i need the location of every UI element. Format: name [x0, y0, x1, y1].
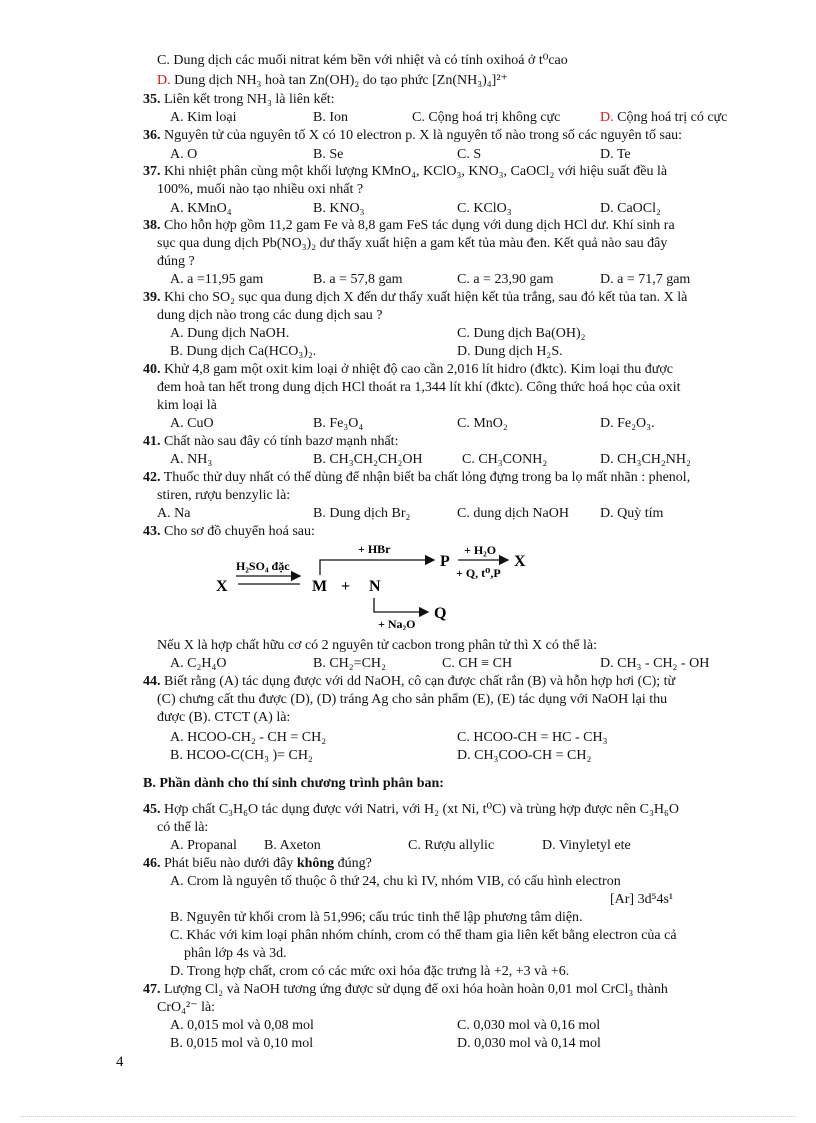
scheme-reagent-h2so4: H₂SO₄ đặc: [236, 559, 290, 573]
q40-stem-line2: đem hoà tan hết trong dung dịch HCl thoát ra 1,344 lít khí (đktc). Công thức hoá học của oxit: [157, 380, 681, 395]
q46-text-pre: Phát biểu nào dưới đây: [164, 856, 294, 871]
q40-option-c: C. MnO₂: [457, 416, 508, 431]
q41-option-c: C. CH₃CONH₂: [462, 452, 548, 467]
q37-option-b: B. KNO₃: [313, 201, 365, 216]
page-bottom-divider: [20, 1116, 796, 1117]
q35-text: Liên kết trong NH₃ là liên kết:: [164, 92, 335, 107]
q38-stem-line3: đúng ?: [157, 254, 195, 269]
q42-option-c: C. dung dịch NaOH: [457, 506, 569, 521]
q39-text-1: Khi cho SO₂ sục qua dung dịch X đến dư thấy xuất hiện kết tủa trắng, sau đó kết tủa tan. X là: [164, 290, 688, 305]
scheme-plus: +: [341, 578, 351, 595]
q46-option-b: B. Nguyên tử khối crom là 51,996; cấu trúc tinh thể lập phương tâm diện.: [170, 910, 583, 925]
q39-option-b: B. Dung dịch Ca(HCO₃)₂.: [170, 344, 317, 359]
q44-stem-line3: được (B). CTCT (A) là:: [157, 710, 291, 725]
q38-option-d: D. a = 71,7 gam: [600, 272, 691, 287]
q41-option-a: A. NH₃: [170, 452, 213, 467]
q40-text-1: Khử 4,8 gam một oxit kim loại ở nhiệt độ cao cần 2,016 lít hidro (đktc). Kim loại thu được: [164, 362, 674, 377]
q44-option-c: C. HCOO-CH = HC - CH₃: [457, 730, 608, 745]
q35-option-a: A. Kim loại: [170, 110, 237, 125]
q36-option-a: A. O: [170, 147, 198, 162]
scheme-m: M: [312, 578, 328, 595]
q44-number: 44.: [143, 674, 161, 689]
q40-stem-line3: kim loại là: [157, 398, 217, 413]
q46-option-a-line1: A. Crom là nguyên tố thuộc ô thứ 24, chu kì IV, nhóm VIB, có cấu hình electron: [170, 874, 621, 889]
q46-text-emphasis: không: [296, 856, 335, 871]
q45-stem-line1: [143, 801, 679, 819]
q36-text: Nguyên tử của nguyên tố X có 10 electron p. X là nguyên tố nào trong số các nguyên tố sau:: [164, 128, 683, 143]
q35-option-d-letter: D.: [600, 110, 614, 125]
q43-text: Cho sơ đồ chuyển hoá sau:: [164, 524, 315, 539]
q35-number: 35.: [143, 92, 161, 107]
q47-stem-line1: [143, 981, 668, 999]
q43-number: 43.: [143, 524, 161, 539]
q44-stem-line1: [143, 673, 675, 691]
q45-number: 45.: [143, 802, 161, 817]
q42-number: 42.: [143, 470, 161, 485]
q40-number: 40.: [143, 362, 161, 377]
q47-text-1: Lượng Cl₂ và NaOH tương ứng được sử dụng để oxi hóa hoàn hoàn 0,01 mol CrCl₃ thành: [164, 982, 668, 997]
q41-option-d: D. CH₃CH₂NH₂: [600, 452, 691, 467]
q37-text-1: Khi nhiệt phân cùng một khối lượng KMnO₄, KClO₃, KNO₃, CaOCl₂ với hiệu suất đều là: [164, 164, 668, 179]
q37-stem-line1: [143, 163, 667, 181]
q35-option-d: [600, 109, 727, 127]
q40-option-b: B. Fe₃O₄: [313, 416, 364, 431]
q41-text: Chất nào sau đây có tính bazơ mạnh nhất:: [164, 434, 399, 449]
q42-stem-line2: stiren, rượu benzylic là:: [157, 488, 291, 503]
q43-note: Nếu X là hợp chất hữu cơ có 2 nguyên tử cacbon trong phân tử thì X có thể là:: [157, 638, 597, 653]
q45-option-c: C. Rượu allylic: [408, 838, 495, 853]
q38-text-1: Cho hỗn hợp gồm 11,2 gam Fe và 8,8 gam FeS tác dụng với dung dịch HCl dư. Khí sinh ra: [164, 218, 675, 233]
q38-option-a: A. a =11,95 gam: [170, 272, 264, 287]
q35-stem: [143, 91, 335, 109]
q35-option-c: C. Cộng hoá trị không cực: [412, 110, 561, 125]
q39-stem-line1: [143, 289, 687, 307]
q46-option-d: D. Trong hợp chất, crom có các mức oxi hóa đặc trưng là +2, +3 và +6.: [170, 964, 570, 979]
q43-stem: [143, 523, 315, 541]
q45-text-1: Hợp chất C₃H₆O tác dụng được với Natri, với H₂ (xt Ni, t⁰C) và trùng hợp được nên C₃H₆O: [164, 802, 679, 817]
q36-stem: [143, 127, 682, 145]
q47-option-d: D. 0,030 mol và 0,14 mol: [457, 1036, 601, 1051]
q37-number: 37.: [143, 164, 161, 179]
q40-option-a: A. CuO: [170, 416, 214, 431]
q45-stem-line2: có thể là:: [157, 820, 209, 835]
q34-option-d-text: Dung dịch NH₃ hoà tan Zn(OH)₂ do tạo phức [Zn(NH₃)₄]²⁺: [174, 73, 508, 88]
q38-stem-line2: sục qua dung dịch Pb(NO₃)₂ dư thấy xuất hiện a gam kết tủa màu đen. Kết quả nào sau đây: [157, 236, 668, 251]
q39-option-a: A. Dung dịch NaOH.: [170, 326, 290, 341]
scheme-n: N: [369, 578, 381, 595]
q38-option-b: B. a = 57,8 gam: [313, 272, 403, 287]
q39-option-c: C. Dung dịch Ba(OH)₂: [457, 326, 586, 341]
q46-text-post: đúng?: [337, 856, 372, 871]
q34-option-c: C. Dung dịch các muối nitrat kém bền với nhiệt và có tính oxihoá ở t⁰cao: [157, 53, 568, 68]
q42-option-b: B. Dung dịch Br₂: [313, 506, 411, 521]
q37-option-a: A. KMnO₄: [170, 201, 232, 216]
scheme-x-left: X: [216, 578, 228, 595]
q34-option-d: [157, 72, 508, 90]
q41-option-b: B. CH₃CH₂CH₂OH: [313, 452, 423, 467]
q38-number: 38.: [143, 218, 161, 233]
q45-option-a: A. Propanal: [170, 838, 237, 853]
q36-option-b: B. Se: [313, 147, 344, 162]
q37-option-c: C. KClO₃: [457, 201, 512, 216]
q42-option-d: D. Quỳ tím: [600, 506, 664, 521]
q45-option-d: D. Vinyletyl ete: [542, 838, 631, 853]
scheme-q: Q: [434, 605, 447, 622]
scheme-arrow-to-q: [374, 598, 428, 612]
q42-stem-line1: [143, 469, 690, 487]
q43-option-b: B. CH₂=CH₂: [313, 656, 386, 671]
scheme-p: P: [440, 553, 450, 570]
q35-option-b: B. Ion: [313, 110, 348, 125]
q46-option-c-line2: phân lớp 4s và 3d.: [184, 946, 287, 961]
q43-option-a: A. C₂H₄O: [170, 656, 227, 671]
q45-option-b: B. Axeton: [264, 838, 321, 853]
q44-stem-line2: (C) chưng cất thu được (D), (D) tráng Ag cho sản phẩm (E), (E) tác dụng với NaOH lại thu: [157, 692, 668, 707]
q42-option-a: A. Na: [157, 506, 191, 521]
q47-option-b: B. 0,015 mol và 0,10 mol: [170, 1036, 314, 1051]
q39-stem-line2: dung dịch nào trong các dung dịch sau ?: [157, 308, 383, 323]
scheme-x-right: X: [514, 553, 526, 570]
q36-option-d: D. Te: [600, 147, 631, 162]
q44-text-1: Biết rằng (A) tác dụng được với dd NaOH, cô cạn được chất rắn (B) và hỗn hợp hơi (C); từ: [164, 674, 676, 689]
q44-option-a: A. HCOO-CH₂ - CH = CH₂: [170, 730, 327, 745]
q46-option-a-line2: [Ar] 3d⁵4s¹: [610, 892, 674, 907]
q43-option-d: D. CH₃ - CH₂ - OH: [600, 656, 710, 671]
q46-stem: [143, 855, 372, 873]
q44-option-b: B. HCOO-C(CH₃ )= CH₂: [170, 748, 313, 763]
q38-option-c: C. a = 23,90 gam: [457, 272, 554, 287]
q46-option-c-line1: C. Khác với kim loại phân nhóm chính, crom có thể tham gia liên kết bằng electron của cả: [170, 928, 677, 943]
q37-option-d: D. CaOCl₂: [600, 201, 661, 216]
q47-stem-line2: CrO₄²⁻ là:: [157, 1000, 216, 1015]
q34-option-d-letter: D.: [157, 73, 171, 88]
q39-option-d: D. Dung dịch H₂S.: [457, 344, 563, 359]
q40-stem-line1: [143, 361, 673, 379]
q40-option-d: D. Fe₂O₃.: [600, 416, 655, 431]
q41-stem: [143, 433, 398, 451]
scheme-arrow-to-p: [320, 560, 434, 575]
page-number: 4: [116, 1054, 124, 1070]
section-b-heading: B. Phần dành cho thí sinh chương trình phân ban:: [143, 776, 444, 791]
scheme-hbr: + HBr: [358, 542, 391, 556]
scheme-h2o: + H₂O: [464, 543, 497, 557]
q36-option-c: C. S: [457, 147, 482, 162]
q47-number: 47.: [143, 982, 161, 997]
q43-option-c: C. CH ≡ CH: [442, 656, 513, 671]
q47-option-c: C. 0,030 mol và 0,16 mol: [457, 1018, 601, 1033]
q38-stem-line1: [143, 217, 675, 235]
q36-number: 36.: [143, 128, 161, 143]
q46-number: 46.: [143, 856, 161, 871]
scheme-conditions: + Q, t⁰,P: [456, 566, 501, 580]
q42-text-1: Thuốc thử duy nhất có thể dùng để nhận biết ba chất lỏng đựng trong ba lọ mất nhãn : phenol,: [163, 470, 691, 485]
scheme-na2o: + Na₂O: [378, 617, 416, 630]
q47-option-a: A. 0,015 mol và 0,08 mol: [170, 1018, 314, 1033]
q39-number: 39.: [143, 290, 161, 305]
reaction-scheme: [208, 540, 568, 630]
q44-option-d: D. CH₃COO-CH = CH₂: [457, 748, 592, 763]
q41-number: 41.: [143, 434, 161, 449]
q37-stem-line2: 100%, muối nào tạo nhiều oxi nhất ?: [157, 182, 364, 197]
q35-option-d-text: Cộng hoá trị có cực: [617, 110, 728, 125]
